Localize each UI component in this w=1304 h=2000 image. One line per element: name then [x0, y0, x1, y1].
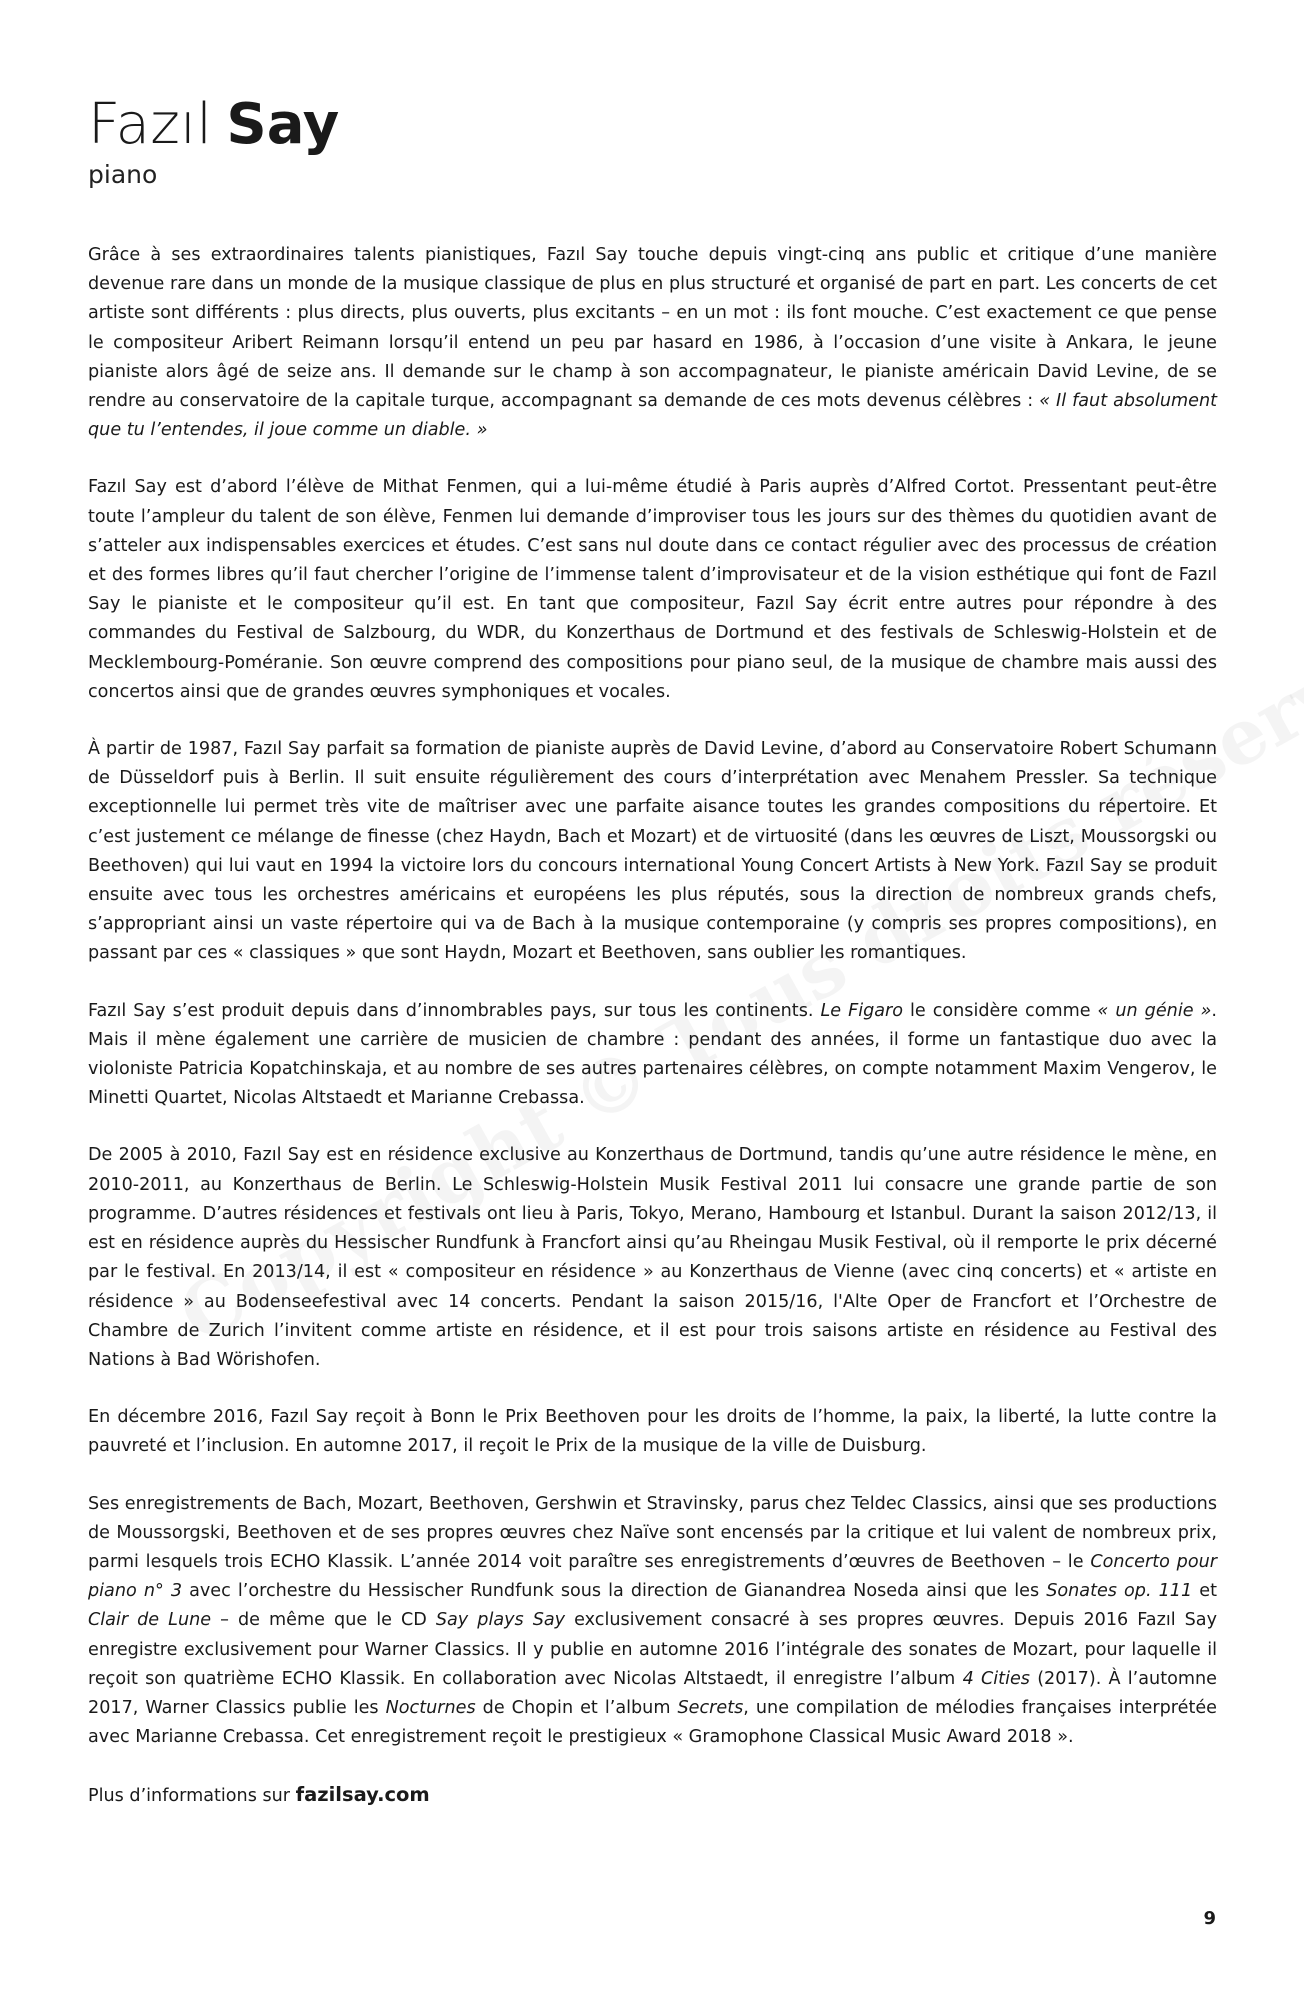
biography-paragraph [88, 1490, 1217, 1753]
biography-paragraph [88, 997, 1217, 1114]
more-info-line [88, 1780, 1217, 1811]
paragraph-text: , une compilation de mélodies françaises interprétée avec Marianne Crebassa. Cet enregistrement reçoit le prestigieux « Gramophone Classical Music Award 2018 ». [88, 1697, 1217, 1748]
paragraph-text: avec l’orchestre du Hessischer Rundfunk sous la direction de Gianandrea Noseda ainsi que les [182, 1581, 1047, 1602]
biography-paragraph [88, 1403, 1217, 1461]
italic-text: Nocturnes [385, 1697, 476, 1718]
italic-text: Sonates op. 111 [1046, 1581, 1193, 1602]
italic-text: Le Figaro [820, 1000, 904, 1021]
italic-text: « un génie » [1097, 1000, 1212, 1021]
paragraph-text: Grâce à ses extraordinaires talents pianistiques, Fazıl Say touche depuis vingt-cinq ans public et critique d’une manière devenue rare dans un monde de la musique classique de plus en plus structuré et organisé de part en part. Les concerts de cet artiste sont différents : plus directs, plus ouverts, plus excitants – en un mot : ils font mouche. C’est exactement ce que pense le compositeur Aribert Reimann lorsqu’il entend un peu par hasard en 1986, à l’occasion d’une visite à Ankara, le jeune pianiste alors âgé de seize ans. Il demande sur le champ à son accompagnateur, le pianiste américain David Levine, de se rendre au conservatoire de la capitale turque, accompagnant sa demande de ces mots devenus célèbres : [88, 245, 1217, 412]
biography-paragraph [88, 241, 1217, 445]
paragraph-text: Fazıl Say est d’abord l’élève de Mithat Fenmen, qui a lui-même étudié à Paris auprès d’Alfred Cortot. Pressentant peut-être toute l’ampleur du talent de son élève, Fenmen lui demande d’improviser tous les jours sur des thèmes du quotidien avant de s’atteler aux indispensables exercices et études. C’est sans nul doute dans ce contact régulier avec des processus de création et des formes libres qu’il faut chercher l’origine de l’immense talent d’improvisateur et de la vision esthétique qui font de Fazıl Say le pianiste et le compositeur qu’il est. En tant que compositeur, Fazıl Say écrit entre autres pour répondre à des commandes du Festival de Salzbourg, du WDR, du Konzerthaus de Dortmund et des festivals de Schleswig-Holstein et de Mecklembourg-Poméranie. Son œuvre comprend des compositions pour piano seul, de la musique de chambre mais aussi des concertos ainsi que de grandes œuvres symphoniques et vocales. [88, 477, 1217, 702]
italic-text: Say plays Say [435, 1610, 566, 1631]
more-info-label: Plus d’informations sur [88, 1786, 291, 1807]
biography-paragraph [88, 735, 1217, 969]
biography-paragraph [88, 473, 1217, 707]
biography-paragraphs [88, 241, 1217, 1752]
paragraph-text: Ses enregistrements de Bach, Mozart, Beethoven, Gershwin et Stravinsky, parus chez Teldec Classics, ainsi que ses productions de Moussorgski, Beethoven et de ses propres œuvres chez Naïve sont encensés par la critique et lui valent de nombreux prix, parmi lesquels trois ECHO Klassik. L’année 2014 voit paraître ses enregistrements d’œuvres de Beethoven – le [88, 1493, 1217, 1572]
artist-last-name: Say [226, 92, 340, 157]
paragraph-text: (2017). À l’automne 2017, Warner Classics publie les [88, 1668, 1217, 1718]
artist-first-name: Fazıl [88, 92, 213, 157]
italic-text: « Il faut absolument que tu l’entendes, il joue comme un diable. » [88, 391, 1218, 441]
artist-instrument: piano [88, 160, 158, 189]
italic-text: Clair de Lune [88, 1610, 212, 1631]
italic-text: Concerto pour piano n° 3 [88, 1551, 1217, 1602]
artist-name [88, 92, 339, 158]
paragraph-text: De 2005 à 2010, Fazıl Say est en résidence exclusive au Konzerthaus de Dortmund, tandis qu’une autre résidence le mène, en 2010-2011, au Konzerthaus de Berlin. Le Schleswig-Holstein Musik Festival 2011 lui consacre une grande partie de son programme. D’autres résidences et festivals ont lieu à Paris, Tokyo, Merano, Hambourg et Istanbul. Durant la saison 2012/13, il est en résidence auprès du Hessischer Rundfunk à Francfort ainsi qu’au Rheingau Musik Festival, où il remporte le prix décerné par le festival. En 2013/14, il est « compositeur en résidence » au Konzerthaus de Vienne (avec cinq concerts) et « artiste en résidence » au Bodenseefestival avec 14 concerts. Pendant la saison 2015/16, l'Alte Oper de Francfort et l’Orchestre de Chambre de Zurich l’invitent comme artiste en résidence, et il est pour trois saisons artiste en résidence au Festival des Nations à Bad Wörishofen. [88, 1145, 1217, 1370]
biography-body [88, 241, 1217, 1811]
paragraph-text: À partir de 1987, Fazıl Say parfait sa formation de pianiste auprès de David Levine, d’abord au Conservatoire Robert Schumann de Düsseldorf puis à Berlin. Il suit ensuite régulièrement des cours d’interprétation avec Menahem Pressler. Sa technique exceptionnelle lui permet très vite de maîtriser avec une parfaite aisance toutes les grandes compositions du répertoire. Et c’est justement ce mélange de finesse (chez Haydn, Bach et Mozart) et de virtuosité (dans les œuvres de Liszt, Moussorgski ou Beethoven) qui lui vaut en 1994 la victoire lors du concours international Young Concert Artists à New York. Fazıl Say se produit ensuite avec tous les orchestres américains et européens les plus réputés, sous la direction de nombreux grands chefs, s’appropriant ainsi un vaste répertoire qui va de Bach à la musique contemporaine (y compris ses propres compositions), en passant par ces « classiques » que sont Haydn, Mozart et Beethoven, sans oublier les romantiques. [88, 739, 1217, 964]
website-link[interactable]: fazilsay.com [295, 1783, 430, 1807]
italic-text: 4 Cities [962, 1668, 1030, 1689]
paragraph-text: Fazıl Say s’est produit depuis dans d’innombrables pays, sur tous les continents. [88, 1000, 821, 1021]
paragraph-text: En décembre 2016, Fazıl Say reçoit à Bonn le Prix Beethoven pour les droits de l’homme, la paix, la liberté, la lutte contre la pauvreté et l’inclusion. En automne 2017, il reçoit le Prix de la musique de la ville de Duisburg. [88, 1407, 1217, 1457]
paragraph-text: le considère comme [903, 1000, 1098, 1021]
page-number: 9 [1203, 1908, 1216, 1929]
italic-text: Secrets [677, 1697, 744, 1718]
paragraph-text: exclusivement consacré à ses propres œuvres. Depuis 2016 Fazıl Say enregistre exclusivement pour Warner Classics. Il y publie en automne 2016 l’intégrale des sonates de Mozart, pour laquelle il reçoit son quatrième ECHO Klassik. En collaboration avec Nicolas Altstaedt, il enregistre l’album [88, 1610, 1218, 1689]
paragraph-text: de Chopin et l’album [475, 1697, 678, 1718]
paragraph-text: – de même que le CD [211, 1610, 436, 1631]
biography-paragraph [88, 1141, 1217, 1375]
artist-header [88, 92, 339, 192]
paragraph-text: et [1192, 1581, 1217, 1602]
paragraph-text: . Mais il mène également une carrière de musicien de chambre : pendant des années, il forme un fantastique duo avec la violoniste Patricia Kopatchinskaja, et au nombre de ses autres partenaires célèbres, on compte notamment Maxim Vengerov, le Minetti Quartet, Nicolas Altstaedt et Marianne Crebassa. [88, 1000, 1217, 1109]
